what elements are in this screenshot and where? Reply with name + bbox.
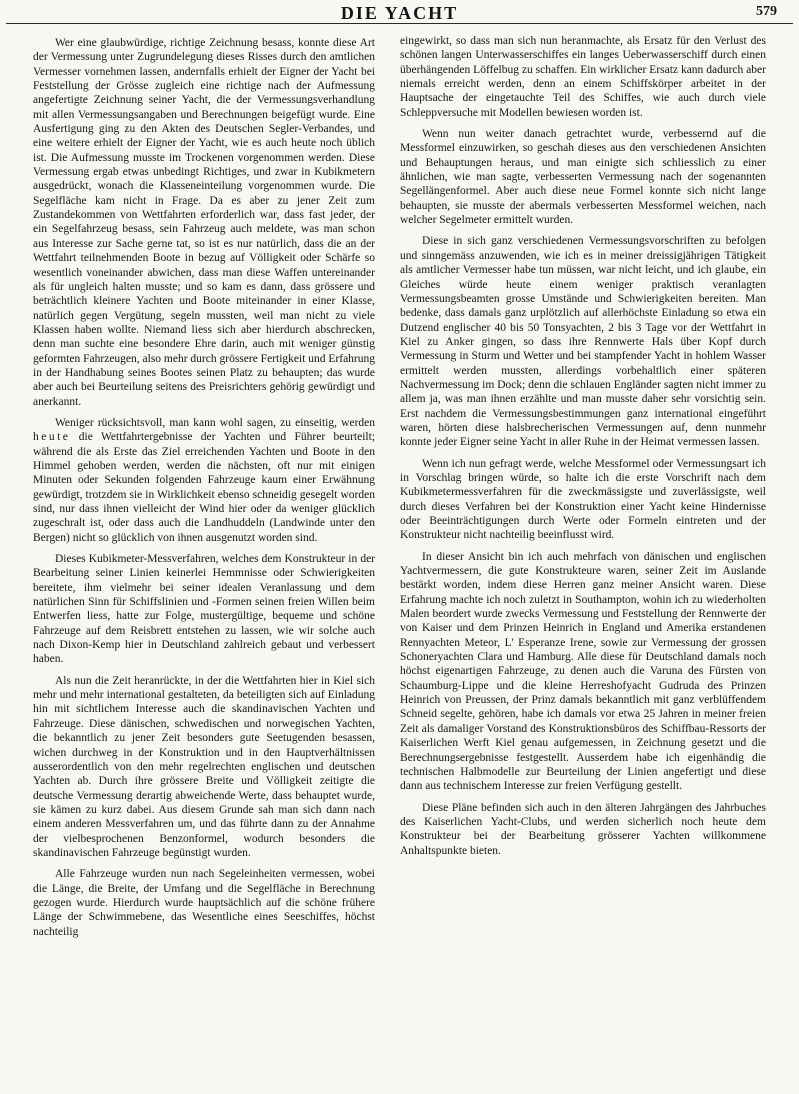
page-header [0, 0, 799, 26]
paragraph: In dieser Ansicht bin ich auch mehrfach von dänischen und englischen Yachtvermessern, die gute Konstrukteure waren, seiner Zeit im Auslande bestärkt worden, indem diese Herren ganz meiner Ansicht waren. Diese Erfahrung machte ich noch zuletzt in Southampton, wohin ich zu wiederholten Malen beordert wurde zwecks Vermessung und Feststellung der Rennwerte der von Kaiser und dem Prinzen Heinrich in England und Amerika erstandenen Rennyachten Meteor, L' Esperanze Irene, sowie zur Vermessung der grossen Schoneryachten Clara und Hamburg. Alle diese für Deutschland damals noch höchst eigenartigen Fahrzeuge, zu denen auch die Varuna des Fürsten von Schaumburg-Lippe und die kleine Herreshofyacht Gudruda des Prinzen Heinrich von Preussen, der Prinz damals bekanntlich mit ganz verblüffendem Schneid segelte, gehören, habe ich damals vor etwa 25 Jahren in meiner freien Zeit als damaliger Vorstand des Konstruktionsbüros des Schiffbau-Ressorts der Kaiserlichen Werft Kiel genau aufgemessen, in Zeichnung gesetzt und die Berechnungsergebnisse festgestellt. Ausserdem habe ich eigenhändig die technischen Halbmodelle zur Beurteilung der Linien angefertigt und diese dann aus technischem Interesse zur freien Verfügung gestellt. [400, 550, 766, 793]
paragraph: eingewirkt, so dass man sich nun heranmachte, als Ersatz für den Verlust des schönen langen Unterwasserschiffes ein langes Ueberwasserschiff durch einen überhängenden Löffelbug zu schaffen. Ein wirklicher Ersatz kann dadurch aber niemals erreicht werden, denn an einem Schiffskörper arbeitet in der Hauptsache der eingetauchte Teil des Schiffes, wie auch durch viele Schleppversuche mit Modellen bewiesen worden ist. [400, 35, 766, 119]
paragraph-text: Weniger rücksichtsvoll, man kann wohl sagen, zu einseitig, werden [55, 416, 375, 429]
paragraph: Als nun die Zeit heranrückte, in der die Wettfahrten hier in Kiel sich mehr und mehr international gestalteten, da beteiligten sich auf Einladung hin mit sichtlichem Interesse auch die skandinavischen Yachten und Fahrzeuge. Diese dänischen, schwedischen und norwegischen Yachten, die bekanntlich zu jener Zeit besonders gute Seetugenden besassen, wichen durchweg in der Konstruktion und in den Hauptverhältnissen ausserordentlich von den mehr regelrechten englischen und deutschen Yachten ab. Durch ihre grössere Breite und Völligkeit zeitigte die deutsche Vermessung derartig abweichende Werte, dass behauptet wurde, sie kämen zu kurz dabei. Aus diesem Grunde sah man sich dann nach einem anderen Messverfahren um, und das führte dann zu der Annahme der vielbesprochenen Benzonformel, wodurch besonders die skandinavischen Fahrzeuge begünstigt wurden. [33, 674, 375, 859]
paragraph [33, 416, 375, 545]
left-column [33, 36, 375, 943]
paragraph: Diese in sich ganz verschiedenen Vermessungsvorschriften zu befolgen und sinngemäss anzuwenden, wie ich es in meiner dreissigjährigen Tätigkeit als amtlicher Vermesser habe tun müssen, war nicht leicht, und ich glaube, ein Gleiches würde heute einem weniger praktisch veranlagten Vermessungsbeamten grosse Umstände und Schwierigkeiten bereiten. Man bedenke, dass damals ganz urplötzlich auf allerhöchste Einladung so etwa ein Dutzend englischer 40 bis 50 Tonsyachten, 2 bis 3 Tage vor der Wettfahrt in Kiel zu Anker gingen, so dass ihre Rennwerte Hals über Kopf durch Vermessung in Sturm und Wetter und bei stampfender Yacht in hohlem Wasser ermittelt werden mussten, allerdings vorbehaltlich einer späteren Nachvermessung im Dock; denn die schlauen Engländer sagten nicht immer zu allem ja, was man ihnen erzählte und man musste daher sehr vorsichtig sein. Erst nachdem die Vermessungsbestimmungen ganz international eingeführt waren, hörten diese halsbrecherischen Vermessungen auf, denn nunmehr konnte jeder Eigner seine Yacht in aller Ruhe in der Heimat vermessen lassen. [400, 235, 766, 449]
paragraph: Alle Fahrzeuge wurden nun nach Segeleinheiten vermessen, wobei die Länge, die Breite, der Umfang und die Segelfläche in Berechnung gezogen wurde. Hierdurch wurde hauptsächlich auf die schöne frühere Länge der Schwimmebene, das Wesentliche eines Seeschiffes, höchst nachteilig [33, 868, 375, 938]
header-rule [6, 23, 793, 24]
emphasized-word: heute [33, 431, 71, 444]
paragraph-text: die Wettfahrtergebnisse der Yachten und Führer beurteilt; während die als Erste das Ziel erreichenden Yachten und Boote in den Himmel gehoben werden, werden die nächsten, oft nur mit einigen Minuten oder Sekunden folgenden Fahrzeuge kaum einer Erwähnung gewürdigt, trotzdem sie in Wirklichkeit ebenso schneidig gesegelt worden sind, nur dass ihnen vielleicht der Wind hier oder da weniger glücklich zugeschralt ist, oder dass auch die Landhuddeln (Landwinde unter den Bergen) nicht so glücklich von ihnen ausgenutzt worden sind. [33, 431, 376, 544]
paragraph: Wenn nun weiter danach getrachtet wurde, verbessernd auf die Messformel einzuwirken, so geschah dieses aus den verschiedenen Ansichten und Behauptungen heraus, und man einigte sich schliesslich zu einer ähnlichen, wie man sagte, verbesserten Vermessung nach der sogenannten Segellängenformel. Aber auch diese neue Formel konnte sich nicht lange behaupten, sie musste der abermals verbesserten Messformel weichen, nach welcher Segelmeter ermittelt wurden. [400, 128, 766, 227]
journal-title: DIE YACHT [340, 3, 459, 23]
paragraph: Dieses Kubikmeter-Messverfahren, welches dem Konstrukteur in der Bearbeitung seiner Linien keinerlei Hemmnisse oder Schwierigkeiten bereitete, ihm vielmehr bei seiner idealen Veranlassung und dem natürlichen Sinn für Schiffslinien und -Formen seinen freien Willen beim Entwerfen liess, hatte zur Folge, mustergültige, bequeme und schöne Fahrzeuge auf dem Reisbrett entstehen zu lassen, wie wir solche auch nach Dixon-Kemp hier in Deutschland zahlreich gebaut und verbessert haben. [33, 553, 375, 666]
paragraph: Diese Pläne befinden sich auch in den älteren Jahrgängen des Jahrbuches des Kaiserlichen Yacht-Clubs, und werden sicherlich noch heute dem Konstrukteur bei der Bearbeitung grösserer Yachten willkommene Anhaltspunkte bieten. [400, 801, 766, 857]
page-number: 579 [756, 4, 777, 19]
paragraph: Wer eine glaubwürdige, richtige Zeichnung besass, konnte diese Art der Vermessung unter Zugrundelegung dieses Risses durch den amtlichen Vermesser vornehmen lassen, andernfalls erhielt der Eigner der Yacht bei Feststellung der Grösse zugleich eine richtige nach der Aufmessung angefertigte Zeichnung seiner Yacht, die der Vermessungsverhandlung mit allen Vermessungsangaben und Berechnungen beigefügt wurde. Eine Ausfertigung ging zu den Akten des Deutschen Segler-Verbandes, und eine weitere erhielt der Eigner der Yacht, wie es auch heute noch üblich ist. Die Aufmessung musste im Trockenen vorgenommen werden. Diese Vermessung ergab etwas unbedingt Richtiges, und zwar in Kubikmetern ausgedrückt, wonach die Klasseneinteilung vorgenommen wurde. Die Segelfläche kam nicht in Frage. Da es aber zu jener Zeit zum Zustandekommen von Wettfahrten erforderlich war, dass fast jeder, der ein Segelfahrzeug besass, sein Fahrzeug auch meldete, was man schon aus Interesse zur Sache gerne tat, so ist es nur natürlich, dass die an der Wettfahrt teilnehmenden Boote in bezug auf Völligkeit oder Schärfe so wesentlich voneinander abwichen, dass man diese Waffen untereinander als für ungleich halten musste; und so kam es dann, dass grössere und beträchtlich kleinere Yachten und Boote miteinander in einer Klasse, natürlich gegen Vergütung, segeln mussten, weil man nicht zu viele Klassen haben wollte. Niemand liess sich aber hierdurch abschrecken, denn man suchte eine besondere Ehre darin, auch mit weniger günstig geformten Fahrzeugen, also mehr durch grössere Fertigkeit und Erfahrung in der Handhabung seines Bootes seinen Platz zu behaupten; das wurde aber auch bei Beurteilung seitens des Preisrichters gehörig gewürdigt und anerkannt. [33, 37, 376, 408]
right-column [400, 34, 766, 862]
paragraph: Wenn ich nun gefragt werde, welche Messformel oder Vermessungsart ich in Vorschlag bringen würde, so halte ich die erste Vorschrift nach dem Kubikmetermessverfahren für die zweckmässigste und zuverlässigste, weil durch dieses Verfahren bei der Konstruktion einer Yacht keine Hindernisse oder Beeinträchtigungen durch Werte oder Formeln eintreten und der Konstrukteur nicht nachteilig beeinflusst wird. [400, 457, 766, 542]
